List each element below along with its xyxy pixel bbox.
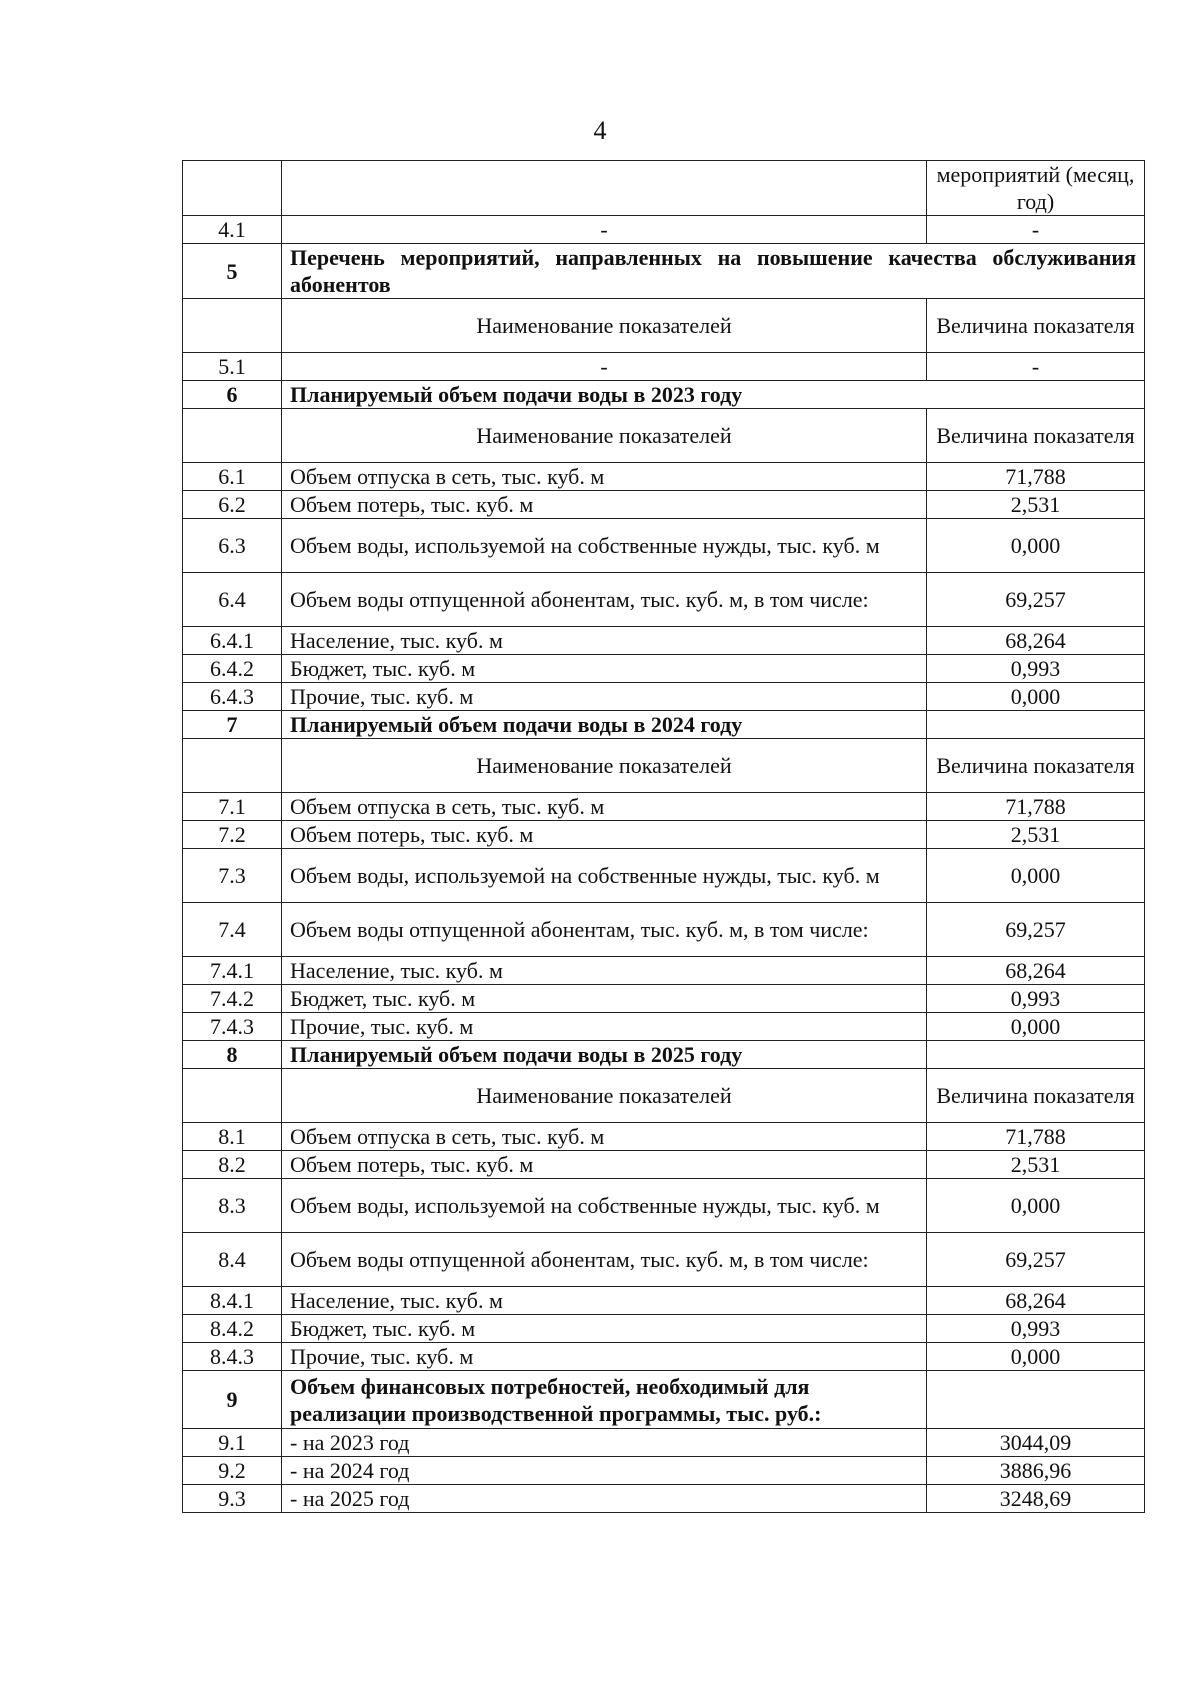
row-number: 6.4.3 [183, 683, 282, 711]
row-name: Бюджет, тыс. куб. м [282, 1315, 927, 1343]
row-number: 7.4.2 [183, 985, 282, 1013]
row-number: 9.1 [183, 1429, 282, 1457]
row-name: - на 2023 год [282, 1429, 927, 1457]
indicator-name-header: Наименование показателей [282, 739, 927, 793]
indicator-name-header: Наименование показателей [282, 1069, 927, 1123]
row-value: 3044,09 [927, 1429, 1145, 1457]
row-value: 0,000 [927, 1343, 1145, 1371]
table-row [183, 627, 1145, 655]
row-name: Прочие, тыс. куб. м [282, 683, 927, 711]
section-title: Перечень мероприятий, направленных на повышение качества обслуживания абонентов [282, 244, 1145, 299]
table-row [183, 1123, 1145, 1151]
row-value: 0,000 [927, 519, 1145, 573]
row-name: Объем потерь, тыс. куб. м [282, 491, 927, 519]
row-value: 0,993 [927, 1315, 1145, 1343]
row-value: 69,257 [927, 903, 1145, 957]
column-header-row [183, 1069, 1145, 1123]
section-row [183, 711, 1145, 739]
row-value: - [927, 353, 1145, 381]
section-title: Планируемый объем подачи воды в 2025 году [282, 1041, 927, 1069]
section-row [183, 381, 1145, 409]
row-value: 68,264 [927, 1287, 1145, 1315]
column-header-row [183, 739, 1145, 793]
table-row [183, 903, 1145, 957]
row-value: 69,257 [927, 1233, 1145, 1287]
indicator-value-header: Величина показателя [927, 299, 1145, 353]
row-name: - [282, 353, 927, 381]
row-name: Объем отпуска в сеть, тыс. куб. м [282, 463, 927, 491]
row-name: Объем отпуска в сеть, тыс. куб. м [282, 793, 927, 821]
section-number: 9 [183, 1371, 282, 1429]
row-name: Объем потерь, тыс. куб. м [282, 821, 927, 849]
row-value: - [927, 216, 1145, 244]
table-row [183, 573, 1145, 627]
row-value: 0,000 [927, 1179, 1145, 1233]
section-number: 7 [183, 711, 282, 739]
row-number: 9.3 [183, 1485, 282, 1513]
table-row [183, 353, 1145, 381]
row-name: Объем воды отпущенной абонентам, тыс. куб. м, в том числе: [282, 1233, 927, 1287]
empty-cell [282, 161, 927, 216]
table-row [183, 1013, 1145, 1041]
row-value: 3886,96 [927, 1457, 1145, 1485]
row-name: Объем воды, используемой на собственные нужды, тыс. куб. м [282, 1179, 927, 1233]
row-value: 2,531 [927, 821, 1145, 849]
row-number: 7.4 [183, 903, 282, 957]
row-name: - на 2024 год [282, 1457, 927, 1485]
row-value: 0,000 [927, 683, 1145, 711]
row-number: 6.4.1 [183, 627, 282, 655]
row-name: Объем воды, используемой на собственные нужды, тыс. куб. м [282, 519, 927, 573]
page-number: 4 [593, 116, 607, 145]
row-name: Бюджет, тыс. куб. м [282, 985, 927, 1013]
table-row [183, 1151, 1145, 1179]
section-title: Планируемый объем подачи воды в 2024 году [282, 711, 927, 739]
row-name: Прочие, тыс. куб. м [282, 1013, 927, 1041]
row-number: 8.4.2 [183, 1315, 282, 1343]
table-row [183, 821, 1145, 849]
row-value: 0,993 [927, 655, 1145, 683]
row-number: 7.4.1 [183, 957, 282, 985]
row-name: Объем воды, используемой на собственные нужды, тыс. куб. м [282, 849, 927, 903]
table-row [183, 1233, 1145, 1287]
empty-cell [183, 739, 282, 793]
row-value: 68,264 [927, 627, 1145, 655]
table-row [183, 463, 1145, 491]
table-row [183, 655, 1145, 683]
row-name: - на 2025 год [282, 1485, 927, 1513]
row-number: 8.4.1 [183, 1287, 282, 1315]
row-value: 71,788 [927, 1123, 1145, 1151]
empty-cell [183, 161, 282, 216]
row-value: 71,788 [927, 463, 1145, 491]
row-name: Объем воды отпущенной абонентам, тыс. куб. м, в том числе: [282, 903, 927, 957]
row-name: Объем воды отпущенной абонентам, тыс. куб. м, в том числе: [282, 573, 927, 627]
row-name: Население, тыс. куб. м [282, 1287, 927, 1315]
indicator-name-header: Наименование показателей [282, 409, 927, 463]
row-name: Население, тыс. куб. м [282, 627, 927, 655]
table-row [183, 1179, 1145, 1233]
row-number: 6.1 [183, 463, 282, 491]
row-number: 8.3 [183, 1179, 282, 1233]
row-value: 69,257 [927, 573, 1145, 627]
table-row [183, 519, 1145, 573]
row-number: 7.4.3 [183, 1013, 282, 1041]
empty-cell [183, 1069, 282, 1123]
table-row [183, 161, 1145, 216]
section-number: 6 [183, 381, 282, 409]
empty-cell [927, 711, 1145, 739]
table-row [183, 1457, 1145, 1485]
row-number: 6.3 [183, 519, 282, 573]
indicator-value-header: Величина показателя [927, 1069, 1145, 1123]
indicator-value-header: Величина показателя [927, 739, 1145, 793]
table-row [183, 1485, 1145, 1513]
row-value: 0,993 [927, 985, 1145, 1013]
empty-cell [927, 1041, 1145, 1069]
events-date-header: мероприятий (месяц, год) [927, 161, 1145, 216]
row-value: 71,788 [927, 793, 1145, 821]
table-row [183, 491, 1145, 519]
row-number: 8.4.3 [183, 1343, 282, 1371]
table-row [183, 683, 1145, 711]
table-row [183, 1343, 1145, 1371]
section-title: Объем финансовых потребностей, необходимый для реализации производственной программы, тыс. руб.: [282, 1371, 927, 1429]
section-row [183, 1041, 1145, 1069]
section-title: Планируемый объем подачи воды в 2023 году [282, 381, 1145, 409]
row-number: 5.1 [183, 353, 282, 381]
row-number: 7.1 [183, 793, 282, 821]
column-header-row [183, 409, 1145, 463]
row-name: Объем потерь, тыс. куб. м [282, 1151, 927, 1179]
row-name: Прочие, тыс. куб. м [282, 1343, 927, 1371]
row-number: 8.1 [183, 1123, 282, 1151]
table-row [183, 957, 1145, 985]
section-row [183, 244, 1145, 299]
column-header-row [183, 299, 1145, 353]
empty-cell [183, 299, 282, 353]
row-number: 8.2 [183, 1151, 282, 1179]
indicator-value-header: Величина показателя [927, 409, 1145, 463]
row-number: 7.2 [183, 821, 282, 849]
program-table [182, 160, 1145, 1513]
section-row [183, 1371, 1145, 1429]
row-number: 6.4.2 [183, 655, 282, 683]
table-row [183, 985, 1145, 1013]
row-value: 0,000 [927, 1013, 1145, 1041]
table-row [183, 849, 1145, 903]
section-number: 8 [183, 1041, 282, 1069]
table-row [183, 1315, 1145, 1343]
table-row [183, 216, 1145, 244]
row-name: Население, тыс. куб. м [282, 957, 927, 985]
row-number: 8.4 [183, 1233, 282, 1287]
row-number: 6.4 [183, 573, 282, 627]
section-number: 5 [183, 244, 282, 299]
row-number: 6.2 [183, 491, 282, 519]
empty-cell [183, 409, 282, 463]
row-name: Объем отпуска в сеть, тыс. куб. м [282, 1123, 927, 1151]
empty-cell [927, 1371, 1145, 1429]
row-name: Бюджет, тыс. куб. м [282, 655, 927, 683]
row-value: 0,000 [927, 849, 1145, 903]
row-value: 68,264 [927, 957, 1145, 985]
indicator-name-header: Наименование показателей [282, 299, 927, 353]
row-number: 7.3 [183, 849, 282, 903]
table-row [183, 793, 1145, 821]
table-row [183, 1287, 1145, 1315]
row-number: 4.1 [183, 216, 282, 244]
row-number: 9.2 [183, 1457, 282, 1485]
row-name: - [282, 216, 927, 244]
row-value: 3248,69 [927, 1485, 1145, 1513]
table-row [183, 1429, 1145, 1457]
row-value: 2,531 [927, 1151, 1145, 1179]
row-value: 2,531 [927, 491, 1145, 519]
